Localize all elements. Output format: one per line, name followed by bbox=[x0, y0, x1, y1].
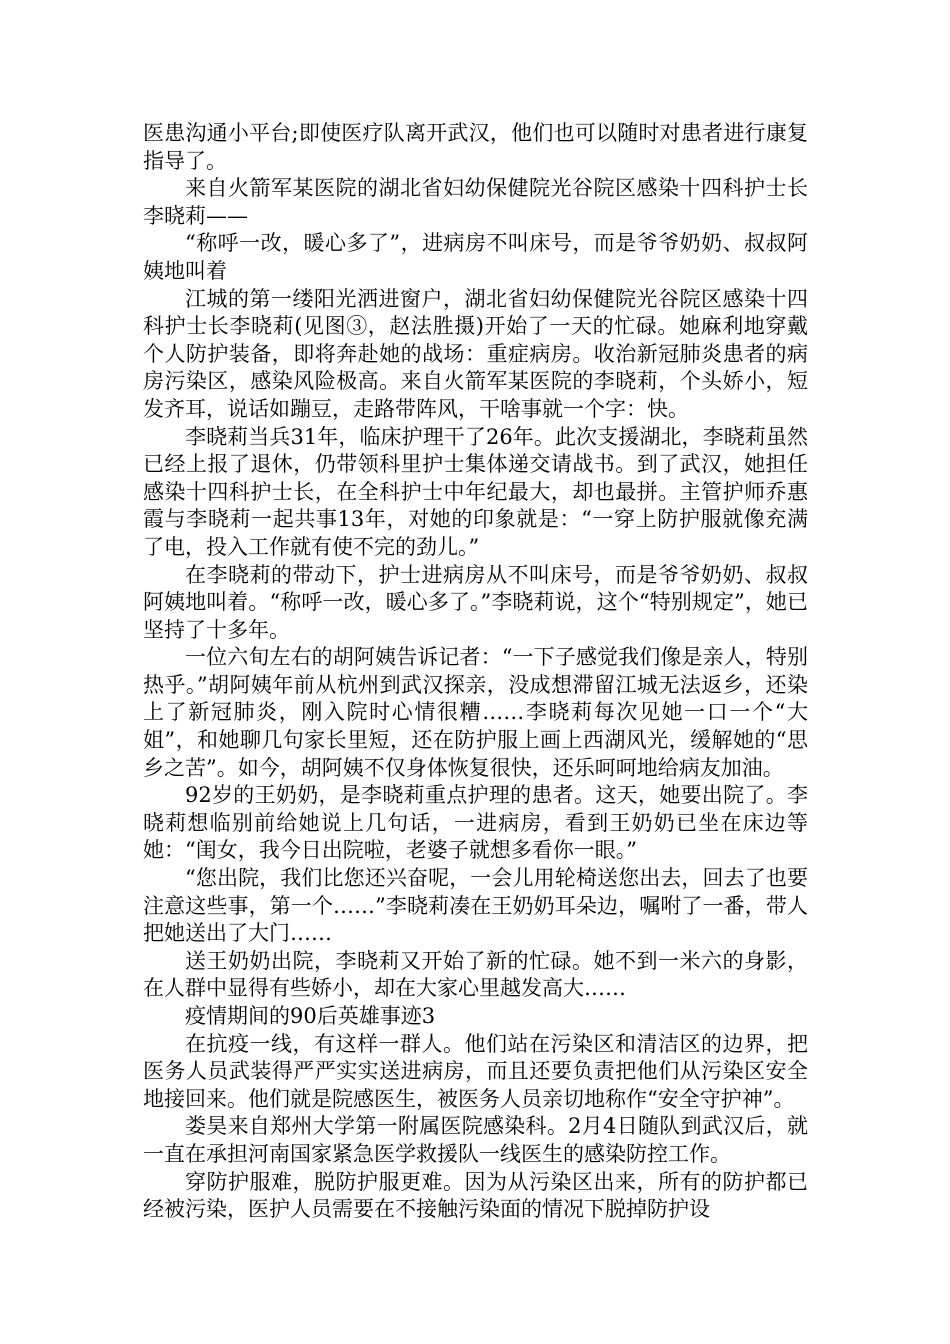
paragraph-continuation: 医患沟通小平台;即使医疗队离开武汉，他们也可以随时对患者进行康复指导了。 bbox=[143, 121, 808, 173]
paragraph: 娄昊来自郑州大学第一附属医院感染科。2月4日随队到武汉后，就一直在承担河南国家紧急医学救援队一线医生的感染防控工作。 bbox=[143, 1114, 808, 1166]
paragraph: 一位六旬左右的胡阿姨告诉记者：“一下子感觉我们像是亲人，特别热乎。”胡阿姨年前从杭州到武汉探亲，没成想滞留江城无法返乡，还染上了新冠肺炎，刚入院时心情很糟……李晓莉每次见她一口一个“大姐”，和她聊几句家长里短，还在防护服上画上西湖风光，缓解她的“思乡之苦”。如今，胡阿姨不仅身体恢复很快，还乐呵呵地给病友加油。 bbox=[143, 645, 808, 780]
paragraph: 江城的第一缕阳光洒进窗户，湖北省妇幼保健院光谷院区感染十四科护士长李晓莉(见图③，赵法胜摄)开始了一天的忙碌。她麻利地穿戴个人防护装备，即将奔赴她的战场：重症病房。收治新冠肺炎患者的病房污染区，感染风险极高。来自火箭军某医院的李晓莉，个头娇小，短发齐耳，说话如蹦豆，走路带阵风，干啥事就一个字：快。 bbox=[143, 286, 808, 421]
paragraph: 在抗疫一线，有这样一群人。他们站在污染区和清洁区的边界，把医务人员武装得严严实实送进病房，而且还要负责把他们从污染区安全地接回来。他们就是院感医生，被医务人员亲切地称作“安全守护神”。 bbox=[143, 1031, 808, 1111]
paragraph: 在李晓莉的带动下，护士进病房从不叫床号，而是爷爷奶奶、叔叔阿姨地叫着。“称呼一改，暖心多了。”李晓莉说，这个“特别规定”，她已坚持了十多年。 bbox=[143, 562, 808, 642]
paragraph: 92岁的王奶奶，是李晓莉重点护理的患者。这天，她要出院了。李晓莉想临别前给她说上几句话，一进病房，看到王奶奶已坐在床边等她：“闺女，我今日出院啦，老婆子就想多看你一眼。” bbox=[143, 783, 808, 863]
paragraph: “您出院，我们比您还兴奋呢，一会儿用轮椅送您出去，回去了也要注意这些事，第一个……”李晓莉凑在王奶奶耳朵边，嘱咐了一番，带人把她送出了大门…… bbox=[143, 866, 808, 946]
paragraph: 李晓莉当兵31年，临床护理干了26年。此次支援湖北，李晓莉虽然已经上报了退休，仍带领科里护士集体递交请战书。到了武汉，她担任感染十四科护士长，在全科护士中年纪最大，却也最拼。主管护师乔惠霞与李晓莉一起共事13年，对她的印象就是：“一穿上防护服就像充满了电，投入工作就有使不完的劲儿。” bbox=[143, 424, 808, 559]
section-heading: 疫情期间的90后英雄事迹3 bbox=[185, 1004, 436, 1028]
paragraph-intro: 来自火箭军某医院的湖北省妇幼保健院光谷院区感染十四科护士长李晓莉—— bbox=[143, 176, 808, 228]
paragraph: 送王奶奶出院，李晓莉又开始了新的忙碌。她不到一米六的身影，在人群中显得有些娇小，却在大家心里越发高大…… bbox=[143, 948, 808, 1001]
document-body bbox=[143, 120, 808, 1224]
paragraph-subheading: “称呼一改，暖心多了”，进病房不叫床号，而是爷爷奶奶、叔叔阿姨地叫着 bbox=[143, 231, 808, 283]
paragraph: 穿防护服难，脱防护服更难。因为从污染区出来，所有的防护都已经被污染，医护人员需要在不接触污染面的情况下脱掉防护设 bbox=[143, 1169, 808, 1222]
